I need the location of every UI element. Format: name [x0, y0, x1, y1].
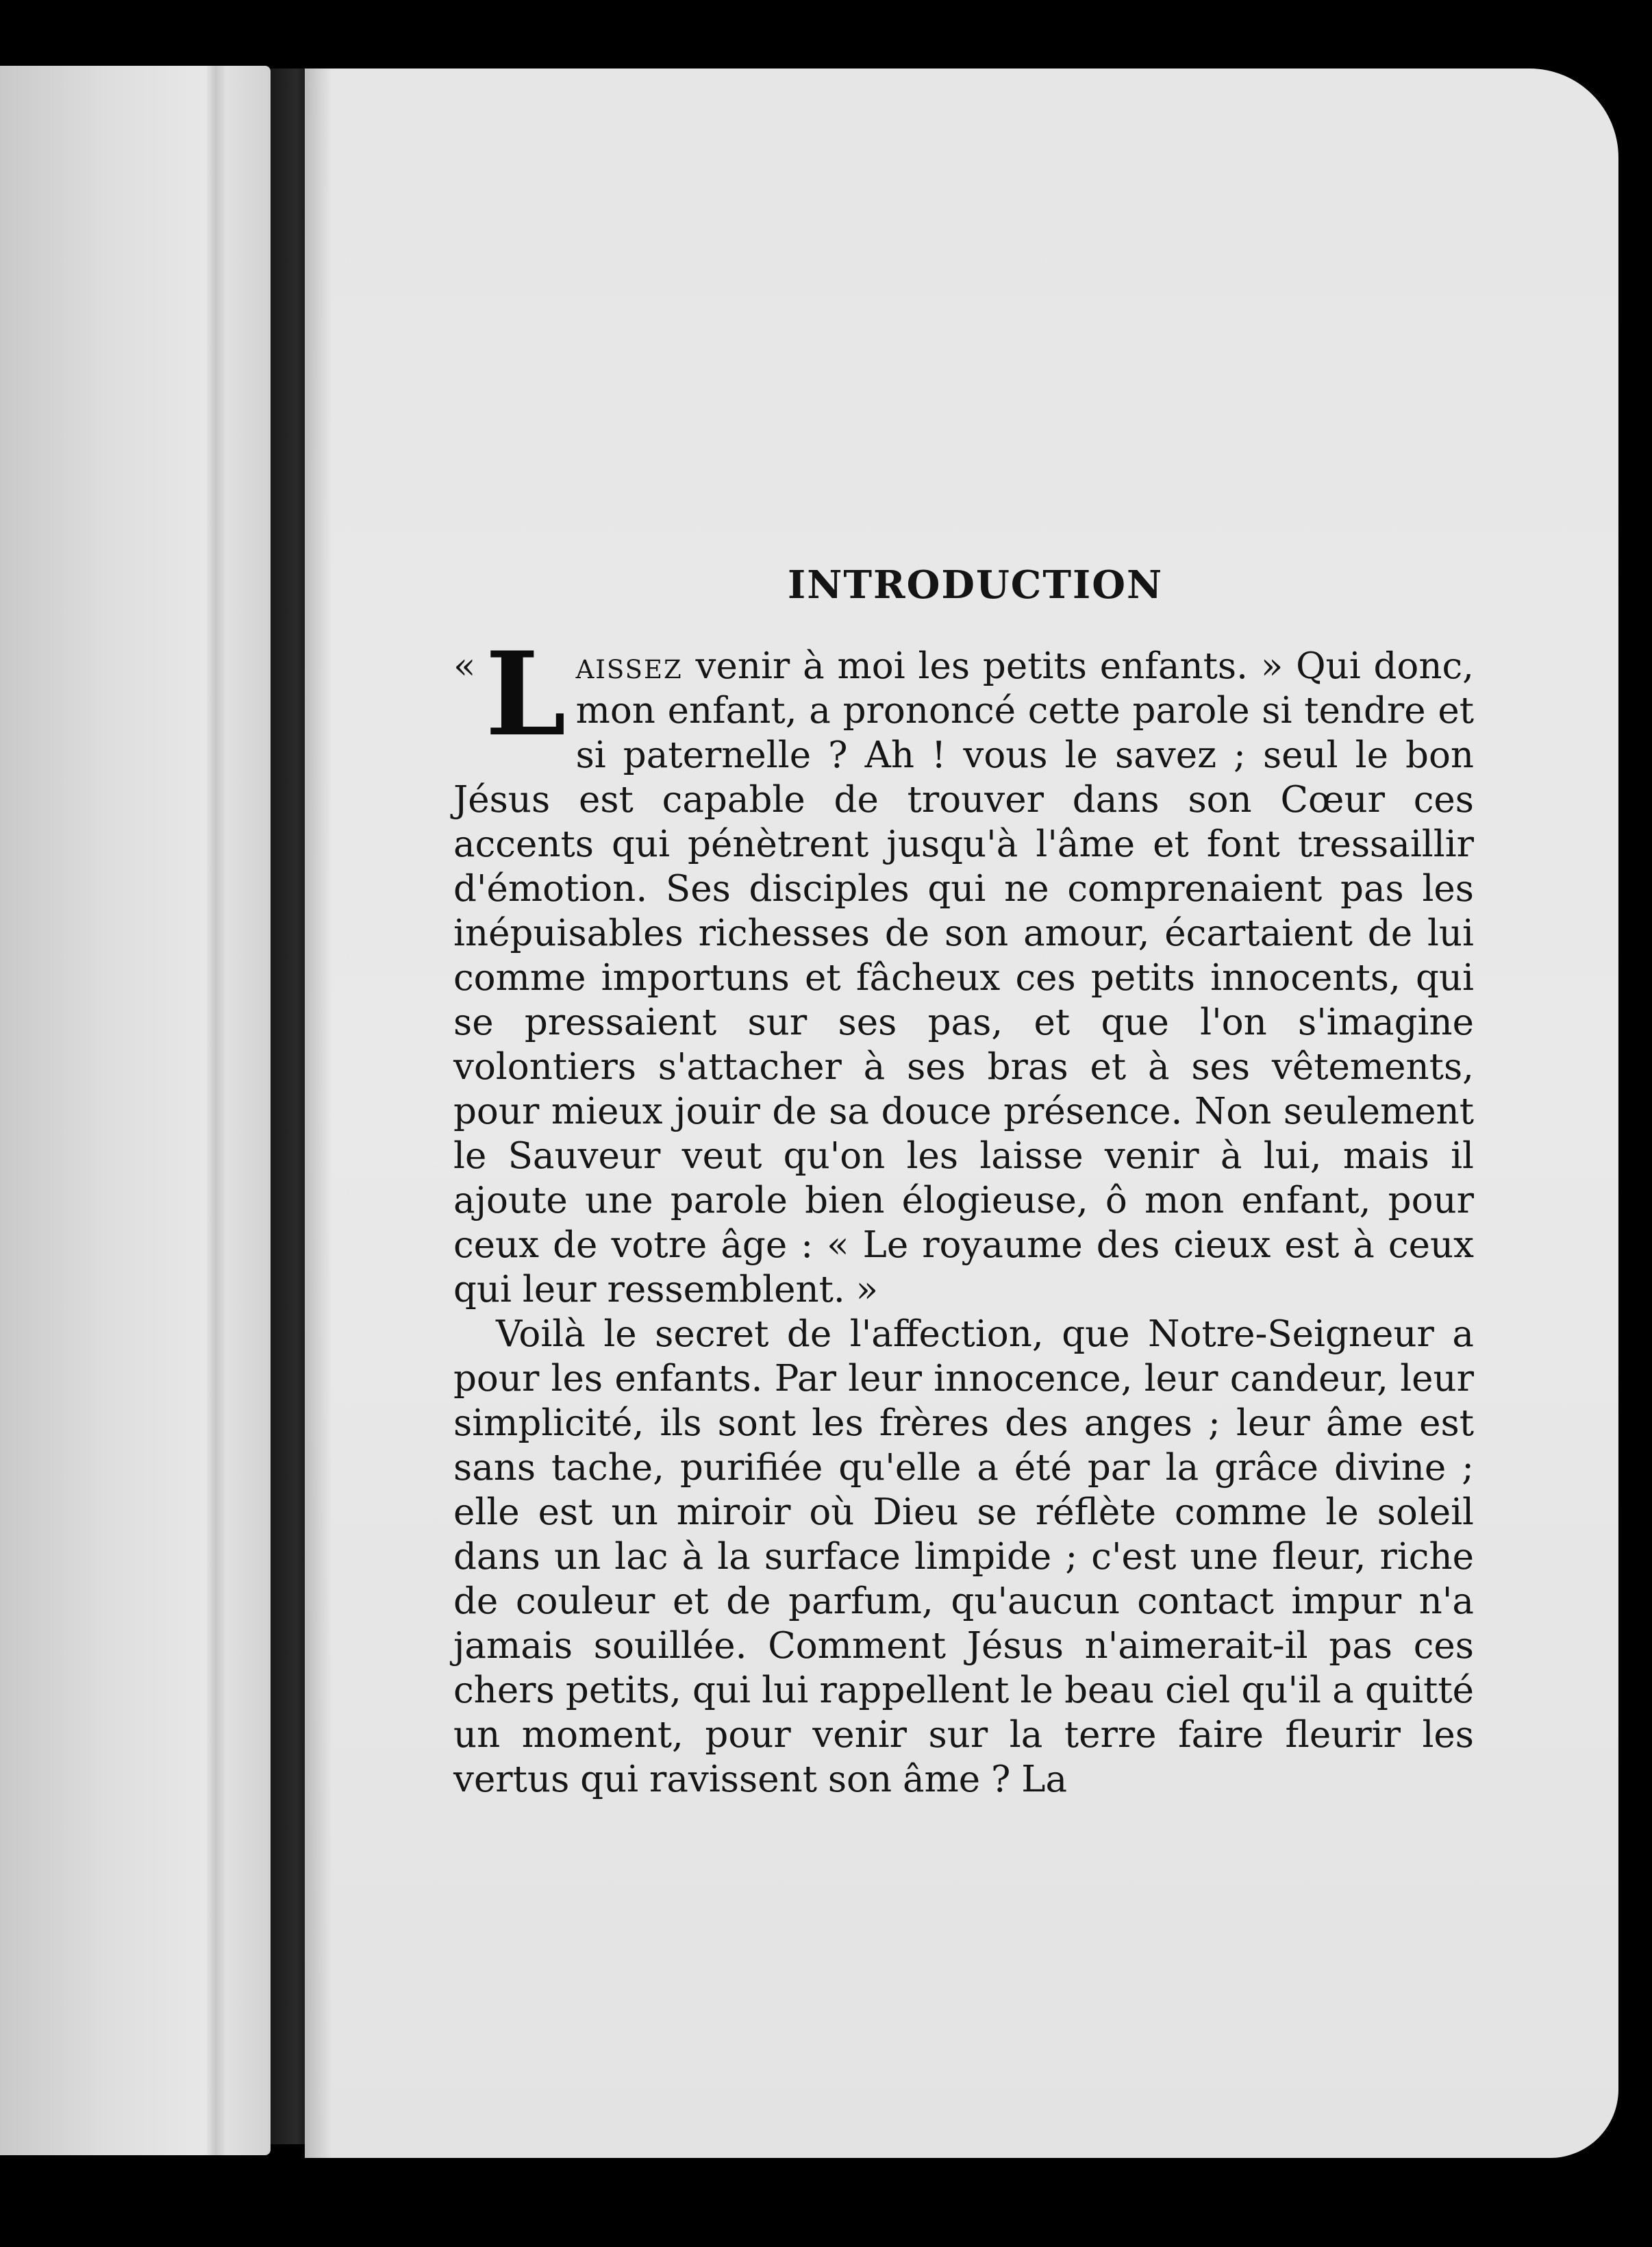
chapter-heading: INTRODUCTION [788, 562, 1164, 608]
previous-page-edge [0, 66, 271, 2155]
paragraph-1-text: venir à moi les petits enfants. » Qui donc, mon enfant, a prononcé cette parole si tendre et si paternelle ? Ah ! vous le savez ; seul le bon Jésus est capable de trouver dans son Cœur ces accents qui pénètrent jusqu'à l'âme et font tressaillir d'émotion. Ses disciples qui ne comprenaient pas les inépuisables richesses de son amour, écartaient de lui comme importuns et fâcheux ces petits innocents, qui se pressaient sur ses pas, et que l'on s'imagine volontiers s'attacher à ses bras et à ses vêtements, pour mieux jouir de sa douce présence. Non seulement le Sauveur veut qu'on les laisse venir à lui, mais il ajoute une parole bien élogieuse, ô mon enfant, pour ceux de votre âge : « Le royaume des cieux est à ceux qui leur ressemblent. » [453, 645, 1474, 1311]
paragraph-1 [453, 626, 1474, 1312]
paragraph-2-text: Voilà le secret de l'affection, que Notre-Seigneur a pour les enfants. Par leur innocence, leur candeur, leur simplicité, ils sont les frères des anges ; leur âme est sans tache, purifiée qu'elle a été par la grâce divine ; elle est un miroir où Dieu se réflète comme le soleil dans un lac à la surface limpide ; c'est une fleur, riche de couleur et de parfum, qu'aucun contact impur n'a jamais souillée. Comment Jésus n'aimerait-il pas ces chers petits, qui lui rappellent le beau ciel qu'il a quitté un moment, pour venir sur la terre faire fleurir les vertus qui ravissent son âme ? La [453, 1313, 1474, 1800]
page-fold-shadow [205, 66, 226, 2155]
lead-word: aissez [575, 645, 683, 687]
drop-cap-letter: L [485, 626, 566, 762]
paragraph-2 [453, 1312, 1474, 1802]
opening-quote-mark: « [453, 645, 476, 687]
body-text [453, 626, 1474, 1802]
